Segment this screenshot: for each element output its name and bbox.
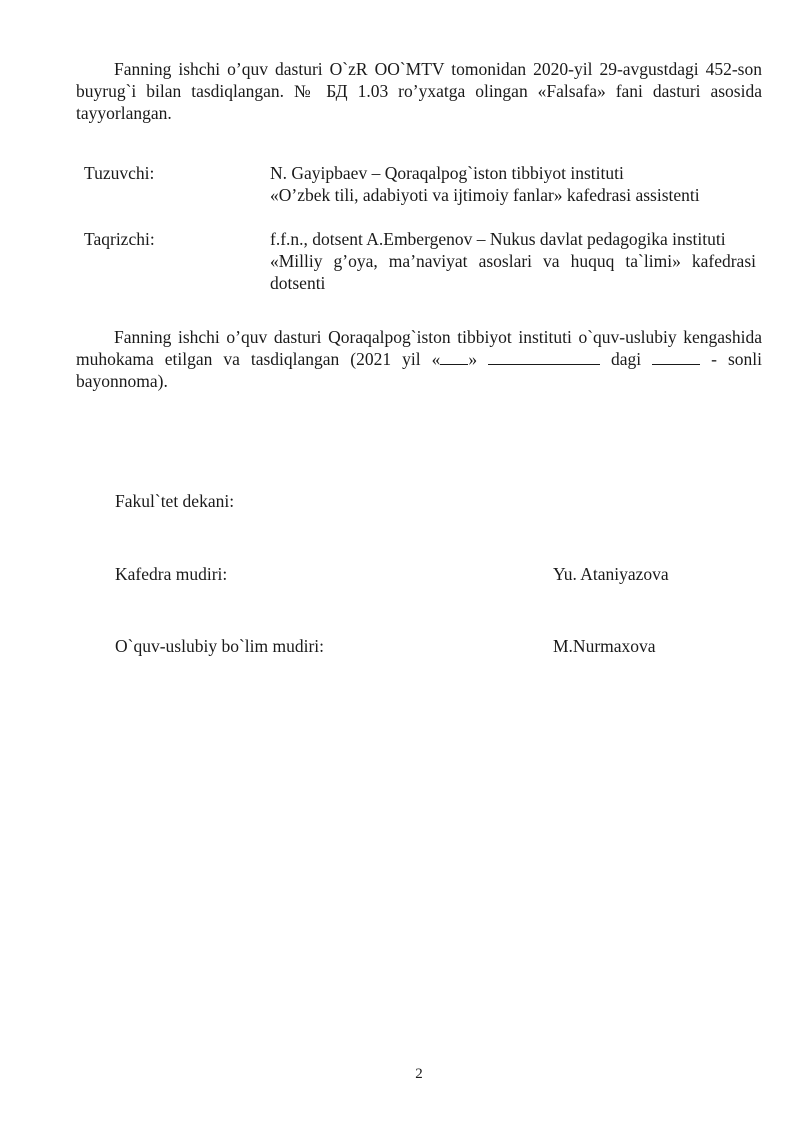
- intro-paragraph: [76, 58, 762, 124]
- dagi-text: dagi: [611, 349, 642, 369]
- author-line-1: N. Gayipbaev – Qoraqalpog`iston tibbiyot instituti: [270, 163, 624, 183]
- author-line-2: «O’zbek tili, adabiyoti va ijtimoiy fanlar» kafedrasi assistenti: [270, 185, 700, 205]
- chair-label: Kafedra mudiri:: [115, 564, 228, 584]
- reviewer-details: [270, 228, 756, 294]
- method-label: O`quv-uslubiy bo`lim mudiri:: [115, 636, 325, 656]
- author-label: Tuzuvchi:: [84, 163, 155, 183]
- reviewer-line-1: f.f.n., dotsent A.Embergenov – Nukus davlat pedagogika instituti: [270, 229, 726, 249]
- author-details: [270, 162, 756, 206]
- chair-name: Yu. Ataniyazova: [553, 564, 669, 584]
- month-blank: [488, 349, 600, 365]
- reviewer-line-3: dotsenti: [270, 273, 326, 293]
- open-quote: «: [431, 349, 441, 369]
- intro-text: Fanning ishchi o’quv dasturi O`zR OO`MTV tomonidan 2020-yil 29-avgustdagi 452-son buyrug`i bilan tasdiqlangan. № БД 1.03 ro’yxatga olingan «Falsafa» fani dasturi asosida tayyorlangan.: [76, 59, 762, 123]
- approval-text: Fanning ishchi o’quv dasturi Qoraqalpog`iston tibbiyot instituti o`quv-uslubiy kengashida muhokama etilgan va tasdiqlangan (2021 yil: [76, 327, 762, 369]
- close-quote: »: [468, 349, 478, 369]
- approval-end-text: - sonli bayonnoma).: [76, 349, 762, 391]
- page-number: 2: [415, 1066, 423, 1082]
- number-blank: [652, 349, 700, 365]
- method-name: M.Nurmaxova: [553, 636, 656, 656]
- reviewer-label: Taqrizchi:: [84, 229, 155, 249]
- dean-label: Fakul`tet dekani:: [115, 491, 235, 511]
- day-blank: [440, 349, 468, 365]
- approval-paragraph: [76, 326, 762, 392]
- reviewer-line-2: «Milliy g’oya, ma’naviyat asoslari va huquq ta`limi» kafedrasi: [270, 251, 756, 271]
